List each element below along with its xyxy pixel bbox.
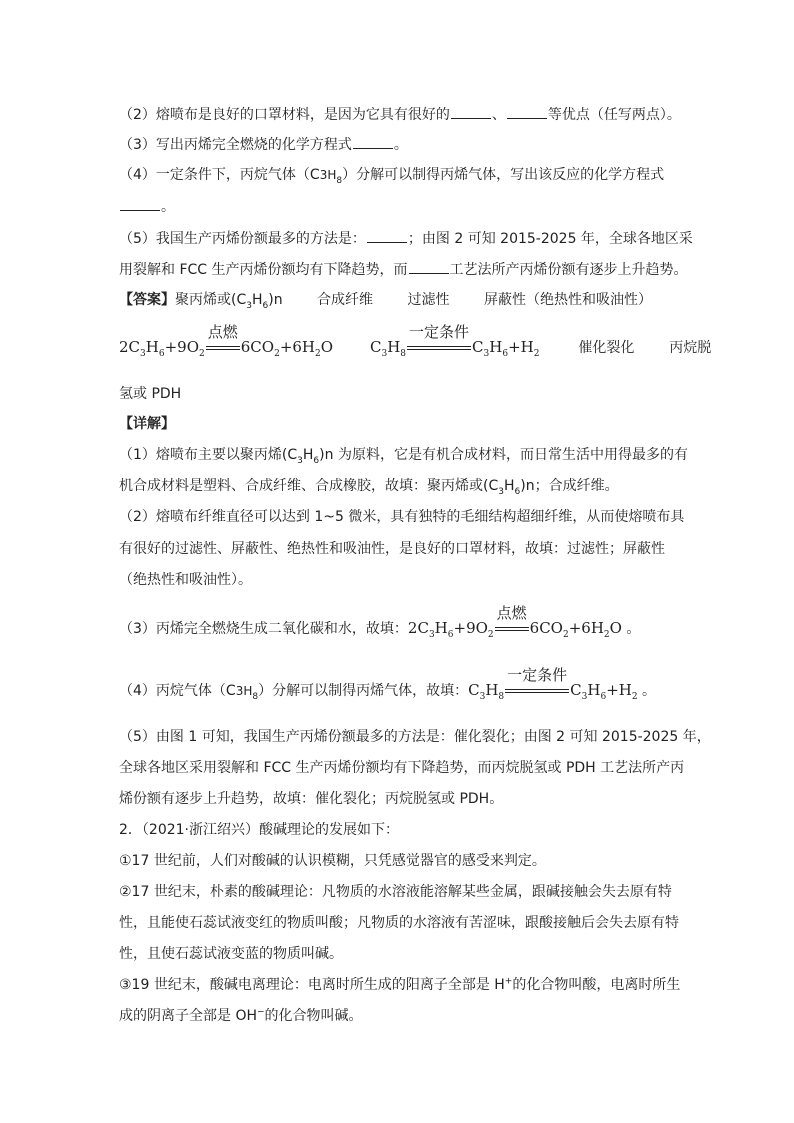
q5-line2b: 工艺法所产丙烯份额有逐步上升趋势。 — [449, 262, 688, 278]
detail-2b-text: 有很好的过滤性、屏蔽性、绝热性和吸油性，是良好的口罩材料，故填：过滤性；屏蔽性 — [119, 541, 665, 557]
answer-blank — [367, 228, 407, 243]
detail-5b-text: 全球各地区采用裂解和 FCC 生产丙烯份额均有下降趋势，而丙烷脱氢或 PDH 工艺法所产丙 — [119, 760, 685, 776]
question-next-p2b — [119, 913, 684, 933]
question-5-cont — [119, 259, 688, 279]
answer-8: 丙烷脱 — [669, 340, 712, 356]
q2-sep: 、 — [491, 107, 506, 123]
q-next-p2a-text: ②17 世纪末，朴素的酸碱理论：凡物质的水溶液能溶解某些金属，跟碱接触会失去原有特 — [119, 884, 672, 900]
detail-1c-text: 机合成材料是塑料、合成纤维、合成橡胶，故填：聚丙烯或(C — [119, 478, 499, 494]
equation-propene-combustion-detail: $2C_3H_6+9O_2$ 点燃 $6CO_2+6H_2O$ — [408, 619, 622, 637]
question-3 — [119, 134, 684, 154]
detail-5a-text: （5）由图 1 可知，我国生产丙烯份额最多的方法是：催化裂化；由图 2 可知 2015-2025 年， — [119, 729, 711, 745]
detail-2a-text: （2）熔喷布纤维直径可以达到 1~5 微米，具有独特的毛细结构超细纤维，从而使熔喷布具 — [119, 509, 685, 525]
detail-5b — [119, 758, 684, 778]
answer-8-cont: 氢或 PDH — [119, 386, 182, 402]
detail-1a-text: （1）熔喷布主要以聚丙烯(C — [119, 447, 298, 463]
q-next-p3c-text: 成的阴离子全部是 OH — [119, 1008, 257, 1024]
answer-2: 合成纤维 — [317, 292, 374, 308]
answer-line: 【答案】聚丙烯或$(C_3H_6)n$ 合成纤维 过滤性 屏蔽性（绝热性和吸油性） — [119, 292, 652, 311]
detail-4a-text: （4）丙烷气体（C — [119, 683, 236, 699]
answer-label: 【答案】 — [119, 292, 175, 308]
q4-end: 。 — [161, 199, 175, 215]
answer-blank — [409, 259, 449, 274]
answer-4: 屏蔽性（绝热性和吸油性） — [483, 292, 652, 308]
q2-post: 等优点（任写两点）。 — [547, 107, 681, 123]
q5-mid: ；由图 2 可知 2015-2025 年，全球各地区采 — [407, 231, 693, 247]
answer-1: 聚丙烯或(C — [175, 292, 247, 308]
question-next-p3b: 成的阴离子全部是 OH−的化合物叫碱。 — [119, 1007, 363, 1024]
detail-2c-text: （绝热性和吸油性）。 — [119, 572, 252, 588]
detail-2a — [119, 507, 684, 527]
condition-certain-label: 一定条件 — [409, 323, 470, 341]
question-4: （4）一定条件下，丙烷气体$(C3H_8)$分解可以制得丙烯气体，写出该反应的化学方程式 — [119, 167, 665, 186]
question-next-title — [119, 820, 684, 840]
answer-1-end: )n — [268, 292, 283, 308]
answer-3: 过滤性 — [407, 292, 450, 308]
detail-3-text: （3）丙烯完全燃烧生成二氧化碳和水，故填： — [119, 621, 408, 637]
question-2 — [119, 104, 684, 124]
question-next-p1 — [119, 851, 684, 871]
q-next-p3d-text: 的化合物叫碱。 — [264, 1008, 363, 1024]
equation-propane-decomposition: $C_3H_8$ 一定条件 $C_3H_6+H_2$ — [370, 338, 539, 356]
answer-7: 催化裂化 — [578, 340, 635, 356]
condition-ignite-label: 点燃 — [207, 323, 238, 341]
question-next-p2a — [119, 882, 684, 902]
answer-equations — [119, 323, 712, 362]
question-4-cont — [119, 196, 684, 216]
condition-certain-label: 一定条件 — [507, 666, 568, 684]
detail-label: 【详解】 — [119, 416, 175, 432]
answer-blank — [353, 134, 393, 149]
q-next-title-text: 2．（2021·浙江绍兴）酸碱理论的发展如下： — [119, 822, 399, 838]
q-next-p1-text: ①17 世纪前，人们对酸碱的认识模糊，只凭感觉器官的感受来判定。 — [119, 853, 546, 869]
detail-5c — [119, 789, 684, 809]
detail-5c-text: 烯份额有逐步上升趋势，故填：催化裂化；丙烷脱氢或 PDH。 — [119, 791, 504, 807]
q5-text: （5）我国生产丙烯份额最多的方法是： — [119, 231, 366, 247]
q5-line2a: 用裂解和 FCC 生产丙烯份额均有下降趋势，而 — [119, 262, 408, 278]
detail-1b: 机合成材料是塑料、合成纤维、合成橡胶，故填：聚丙烯或$(C_3H_6)n$；合成纤维。 — [119, 478, 619, 497]
question-next-p2c — [119, 944, 684, 964]
equation-propene-combustion: $2C_3H_6+9O_2$ 点燃 $6CO_2+6H_2O$ — [119, 338, 333, 356]
detail-1d-text: )n；合成纤维。 — [520, 478, 619, 494]
q3-text: （3）写出丙烯完全燃烧的化学方程式 — [119, 137, 352, 153]
detail-1a: （1）熔喷布主要以聚丙烯$(C_3H_6)n$ 为原料，它是有机合成材料，而日常生活中用得最多的有 — [119, 447, 688, 466]
detail-1b-text: )n 为原料，它是有机合成材料，而日常生活中用得最多的有 — [319, 447, 688, 463]
condition-certain — [505, 666, 569, 705]
detail-label-line — [119, 414, 684, 434]
detail-2b — [119, 539, 684, 559]
q-next-p3a-text: ③19 世纪末，酸碱电离理论：电离时所生成的阳离子全部是 H — [119, 977, 505, 993]
detail-2c — [119, 570, 684, 590]
question-next-p3a: ③19 世纪末，酸碱电离理论：电离时所生成的阳离子全部是 H+的化合物叫酸，电离时所生 — [119, 976, 681, 993]
detail-4: （4）丙烷气体$(C3H_8)$分解可以制得丙烯气体，故填：$C_3H_8$ 一定条件 $C_3H_6+H_2$ 。 — [119, 675, 656, 705]
answer-cont — [119, 384, 684, 404]
q-next-p2c-text: 性，且使石蕊试液变蓝的物质叫碱。 — [119, 946, 343, 962]
answer-blank — [451, 104, 491, 119]
q2-text: （2）熔喷布是良好的口罩材料，是因为它具有很好的 — [119, 107, 450, 123]
question-5 — [119, 228, 693, 248]
q3-post: 。 — [393, 137, 408, 153]
condition-ignite-label: 点燃 — [496, 604, 527, 622]
q-next-p3b-text: 的化合物叫酸，电离时所生 — [512, 977, 681, 993]
condition-ignite — [206, 323, 240, 362]
detail-5a — [119, 727, 711, 747]
answer-blank — [507, 104, 547, 119]
q4-text: （4）一定条件下，丙烷气体（C — [119, 167, 320, 183]
condition-certain — [407, 323, 471, 362]
answer-blank — [120, 196, 160, 211]
detail-3: （3）丙烯完全燃烧生成二氧化碳和水，故填：$2C_3H_6+9O_2$ 点燃 $6CO_2+6H_2O$ 。 — [119, 613, 640, 643]
q4-mid: ）分解可以制得丙烯气体，写出该反应的化学方程式 — [342, 167, 665, 183]
q-next-p2b-text: 性，且能使石蕊试液变红的物质叫酸；凡物质的水溶液有苦涩味，跟酸接触后会失去原有特 — [119, 915, 679, 931]
condition-ignite — [495, 604, 529, 643]
detail-4b-text: ）分解可以制得丙烯气体，故填： — [258, 683, 469, 699]
equation-propane-decomposition-detail: $C_3H_8$ 一定条件 $C_3H_6+H_2$ — [468, 681, 637, 699]
